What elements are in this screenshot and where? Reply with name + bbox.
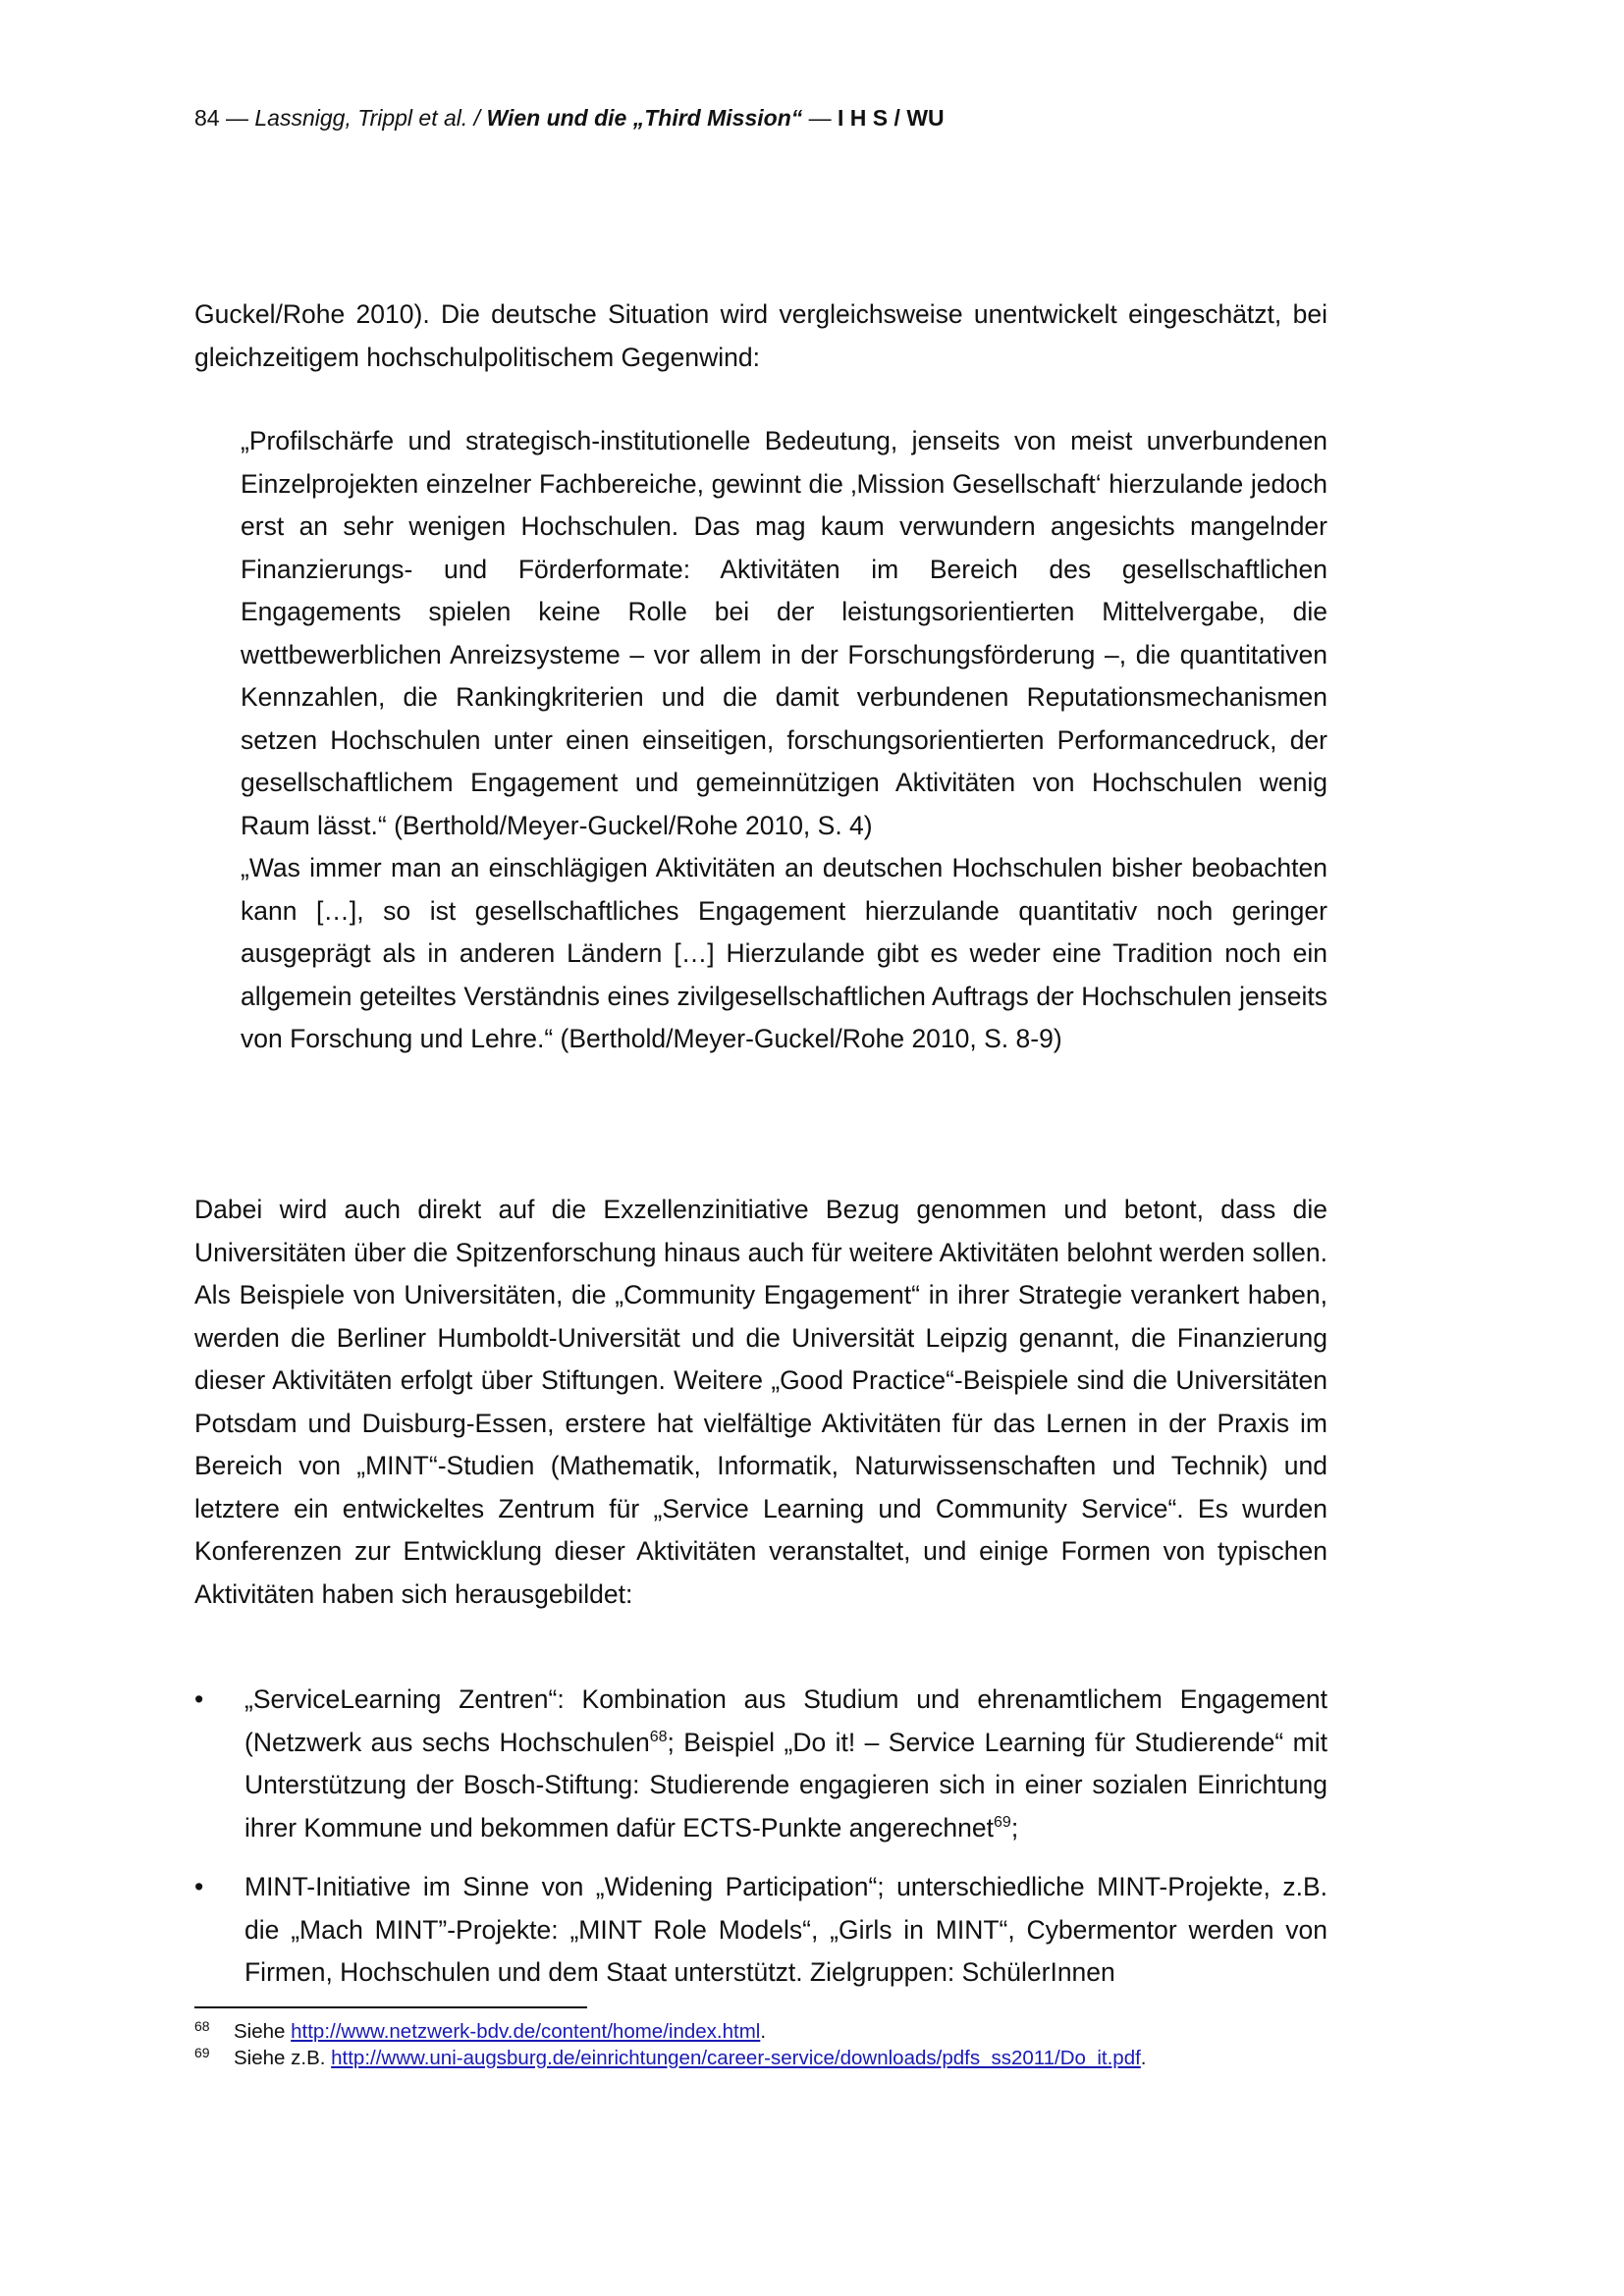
footnote-ref-68[interactable]: 68 <box>649 1728 668 1745</box>
footnote-prefix: Siehe <box>234 2020 292 2043</box>
footnote-suffix: . <box>1140 2047 1147 2069</box>
header-title: Wien und die „Third Mission“ <box>486 105 803 131</box>
bullet-icon: • <box>194 1684 204 1714</box>
footnote-69 <box>194 2045 1327 2071</box>
footnotes <box>194 2018 1327 2071</box>
footnote-suffix: . <box>760 2020 767 2043</box>
running-header <box>194 102 945 133</box>
footnote-prefix: Siehe z.B. <box>234 2047 332 2069</box>
header-authors: Lassnigg, Trippl et al. / <box>254 105 487 131</box>
bullet-icon: • <box>194 1872 204 1901</box>
page-number: 84 — <box>194 105 255 131</box>
footnote-number: 69 <box>194 2045 210 2060</box>
list-item-text: MINT-Initiative im Sinne von „Widening Participation“; unterschiedliche MINT-Projekte, z.B. die „Mach MINT”-Projekte: „MINT Role Models“, „Girls in MINT“, Cybermentor werden von Firmen, Hochschulen und dem Staat unterstützt. Zielgruppen: SchülerInnen <box>244 1872 1327 1987</box>
body-paragraph-1: Guckel/Rohe 2010). Die deutsche Situation wird vergleichsweise unentwickelt eingeschätzt, bei gleichzeitigem hochschulpolitischem Gegenwind: <box>194 299 1327 372</box>
quote-paragraph-2: „Was immer man an einschlägigen Aktivitäten an deutschen Hochschulen bisher beobachten kann […], so ist gesellschaftliches Engagement hierzulande quantitativ noch geringer ausgeprägt als in anderen Ländern […] Hierzulande gibt es weder eine Tradition noch ein allgemein geteiltes Verständnis eines zivilgesellschaftlichen Auftrags der Hochschulen jenseits von Forschung und Lehre.“ (Berthold/Meyer-Guckel/Rohe 2010, S. 8-9) <box>241 853 1327 1053</box>
block-quote <box>241 420 1327 1061</box>
body-paragraph-2: Dabei wird auch direkt auf die Exzellenzinitiative Bezug genommen und betont, dass die Universitäten über die Spitzenforschung hinaus auch für weitere Aktivitäten belohnt werden sollen. Als Beispiele von Universitäten, die „Community Engagement“ in ihrer Strategie verankert haben, werden die Berliner Humboldt-Universität und die Universität Leipzig genannt, die Finanzierung dieser Aktivitäten erfolgt über Stiftungen. Weitere „Good Practice“-Beispiele sind die Universitäten Potsdam und Duisburg-Essen, erstere hat vielfältige Aktivitäten für das Lernen in der Praxis im Bereich von „MINT“-Studien (Mathematik, Informatik, Naturwissenschaften und Technik) und letztere ein entwickeltes Zentrum für „Service Learning und Community Service“. Es wurden Konferenzen zur Entwicklung dieser Aktivitäten veranstaltet, und einige Formen von typischen Aktivitäten haben sich herausgebildet: <box>194 1195 1327 1609</box>
list-item-text: „ServiceLearning Zentren“: Kombination aus Studium und ehrenamtlichem Engagement (Netzwerk aus sechs Hochschulen <box>244 1684 1327 1757</box>
footnote-number: 68 <box>194 2018 210 2034</box>
footnote-link[interactable]: http://www.netzwerk-bdv.de/content/home/index.html <box>291 2020 761 2043</box>
list-item <box>194 1679 1327 1849</box>
list-item-text: ; <box>1010 1812 1019 1842</box>
bullet-list <box>194 1679 1327 2011</box>
header-institutions: I H S / WU <box>838 105 945 131</box>
footnote-divider <box>194 2006 587 2008</box>
quote-paragraph-1: „Profilschärfe und strategisch-institutionelle Bedeutung, jenseits von meist unverbundenen Einzelprojekten einzelner Fachbereiche, gewinnt die ‚Mission Gesellschaft‘ hierzulande jedoch erst an sehr wenigen Hochschulen. Das mag kaum verwundern angesichts mangelnder Finanzierungs- und Förderformate: Aktivitäten im Bereich des gesellschaftlichen Engagements spielen keine Rolle bei der leistungsorientierten Mittelvergabe, die wettbewerblichen Anreizsysteme – vor allem in der Forschungsförderung –, die quantitativen Kennzahlen, die Rankingkriterien und die damit verbundenen Reputationsmechanismen setzen Hochschulen unter einen einseitigen, forschungsorientierten Performancedruck, der gesellschaftlichem Engagement und gemeinnützigen Aktivitäten von Hochschulen wenig Raum lässt.“ (Berthold/Meyer-Guckel/Rohe 2010, S. 4) <box>241 426 1327 840</box>
list-item <box>194 1866 1327 1995</box>
footnote-ref-69[interactable]: 69 <box>994 1813 1011 1831</box>
header-separator: — <box>802 105 839 131</box>
footnote-68 <box>194 2018 1327 2045</box>
footnote-link[interactable]: http://www.uni-augsburg.de/einrichtungen/career-service/downloads/pdfs_ss2011/Do_it.pdf <box>331 2047 1141 2069</box>
list-item-text: ; Beispiel „Do it! – Service Learning für Studierende“ mit Unterstützung der Bosch-Stiftung: Studierende engagieren sich in einer sozialen Einrichtung ihrer Kommune und bekommen dafür ECTS-Punkte angerechnet <box>244 1727 1327 1842</box>
